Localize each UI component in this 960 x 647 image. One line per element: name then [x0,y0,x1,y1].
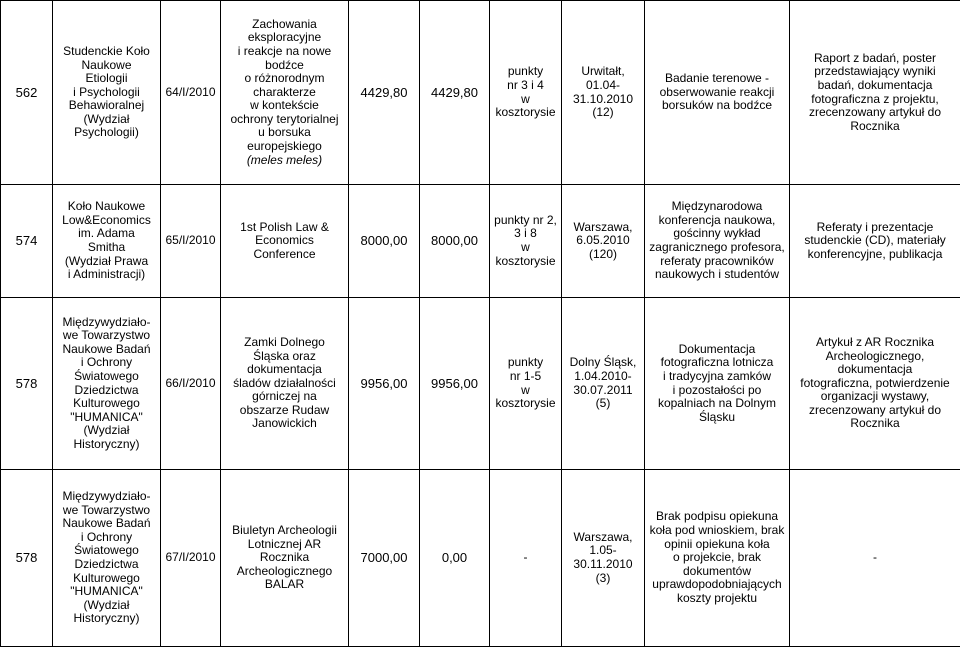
amount-granted-cell: 0,00 [420,470,490,647]
amount-requested-cell: 9956,00 [349,298,420,470]
row-number-cell: 578 [1,470,53,647]
place-date-cell: Warszawa, 6.05.2010 (120) [562,185,645,298]
application-number-cell: 66/I/2010 [161,298,221,470]
project-title-cell: Zachowania eksploracyjne i reakcje na nowe bodźce o różnorodnym charakterze w kontekście ochrony terytorialnej u borsuka europejskiego (meles meles) [221,1,349,185]
organization-cell: Studenckie Koło Naukowe Etiologii i Psychologii Behawioralnej (Wydział Psychologii) [53,1,161,185]
application-number-cell: 65/I/2010 [161,185,221,298]
application-number-cell: 67/I/2010 [161,470,221,647]
organization-cell: Międzywydziało- we Towarzystwo Naukowe Badań i Ochrony Światowego Dziedzictwa Kulturowego "HUMANICA" (Wydział Historyczny) [53,470,161,647]
project-title-cell: 1st Polish Law & Economics Conference [221,185,349,298]
application-number-cell: 64/I/2010 [161,1,221,185]
amount-requested-cell: 8000,00 [349,185,420,298]
amount-granted-cell: 4429,80 [420,1,490,185]
cost-items-cell: punkty nr 1-5 w kosztorysie [490,298,562,470]
row-number-cell: 574 [1,185,53,298]
results-cell: Artykuł z AR Rocznika Archeologicznego, dokumentacja fotograficzna, potwierdzenie organizacji wystawy, zrecenzowany artykuł do Rocznika [790,298,960,470]
cost-items-cell: punkty nr 3 i 4 w kosztorysie [490,1,562,185]
amount-requested-cell: 4429,80 [349,1,420,185]
amount-granted-cell: 9956,00 [420,298,490,470]
place-date-cell: Urwitałt, 01.04- 31.10.2010 (12) [562,1,645,185]
project-title-cell: Biuletyn Archeologii Lotnicznej AR Rocznika Archeologicznego BALAR [221,470,349,647]
table-row [1,1,960,185]
cost-items-cell: punkty nr 2, 3 i 8 w kosztorysie [490,185,562,298]
organization-cell: Koło Naukowe Low&Economics im. Adama Smitha (Wydział Prawa i Administracji) [53,185,161,298]
project-title-cell: Zamki Dolnego Śląska oraz dokumentacja śladów działalności górniczej na obszarze Rudaw Janowickich [221,298,349,470]
row-number-cell: 578 [1,298,53,470]
table-row [1,185,960,298]
description-cell: Brak podpisu opiekuna koła pod wnioskiem, brak opinii opiekuna koła o projekcie, brak dokumentów uprawdopodobniających koszty projektu [645,470,790,647]
results-cell: - [790,470,960,647]
cost-items-cell: - [490,470,562,647]
description-cell: Międzynarodowa konferencja naukowa, gościnny wykład zagranicznego profesora, referaty pracowników naukowych i studentów [645,185,790,298]
row-number-cell: 562 [1,1,53,185]
description-cell: Badanie terenowe - obserwowanie reakcji borsuków na bodźce [645,1,790,185]
place-date-cell: Warszawa, 1.05- 30.11.2010 (3) [562,470,645,647]
results-cell: Raport z badań, poster przedstawiający wyniki badań, dokumentacja fotograficzna z projektu, zrecenzowany artykuł do Rocznika [790,1,960,185]
table-row [1,470,960,647]
amount-requested-cell: 7000,00 [349,470,420,647]
amount-granted-cell: 8000,00 [420,185,490,298]
organization-cell: Międzywydziało- we Towarzystwo Naukowe Badań i Ochrony Światowego Dziedzictwa Kulturowego "HUMANICA" (Wydział Historyczny) [53,298,161,470]
results-cell: Referaty i prezentacje studenckie (CD), materiały konferencyjne, publikacja [790,185,960,298]
table-row [1,298,960,470]
place-date-cell: Dolny Śląsk, 1.04.2010- 30.07.2011 (5) [562,298,645,470]
description-cell: Dokumentacja fotograficzna lotnicza i tradycyjna zamków i pozostałości po kopalniach na Dolnym Śląsku [645,298,790,470]
